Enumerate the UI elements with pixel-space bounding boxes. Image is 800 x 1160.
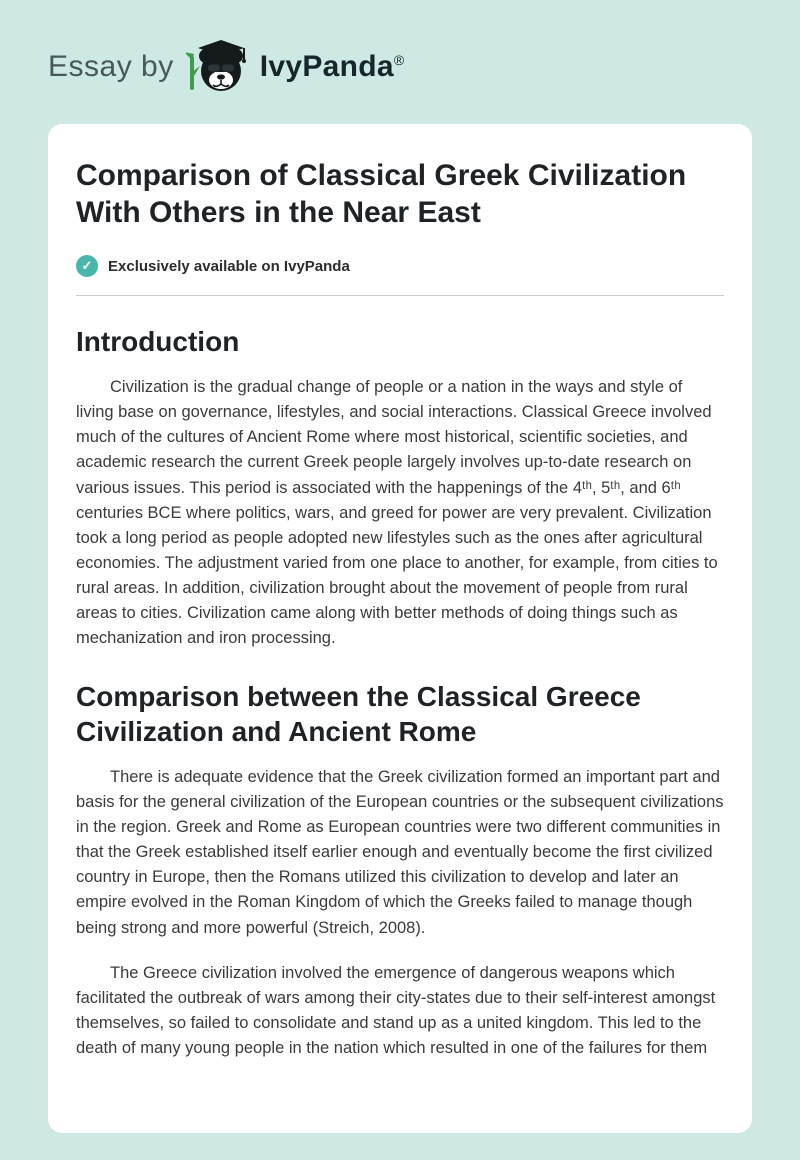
divider [76, 295, 724, 296]
section-heading-introduction: Introduction [76, 326, 240, 358]
paragraph: Civilization is the gradual change of people or a nation in the ways and style of living base on governance, lifestyles, and social interactions. Classical Greece involved much of the cultures of Ancient Rome where most historical, scientific societies, and academic research the current Greek people largely involves up-to-date research on various issues. This period is associated with the happenings of the 4ᵗʰ, 5ᵗʰ, and 6ᵗʰ centuries BCE where politics, wars, and greed for power are very prevalent. Civilization took a long period as people adopted new lifestyles such as the ones after agricultural economies. The adjustment varied from one place to another, for example, from cities to rural areas. In addition, civilization brought about the movement of people from rural areas to cities. Civilization came along with better methods of doing things such as mechanization and iron processing. [76, 378, 718, 647]
paragraph: The Greece civilization involved the emergence of dangerous weapons which facilitated the outbreak of wars among their city-states due to their self-interest amongst themselves, so failed to consolidate and stand up as a united kingdom. This led to the death of many young people in the nation which resulted in one of the failures for them [76, 963, 716, 1057]
panda-graduate-icon [186, 38, 248, 96]
availability-label: Exclusively available on IvyPanda [108, 257, 350, 275]
brand-name [260, 50, 405, 84]
essay-title: Comparison of Classical Greek Civilization With Others in the Near East [76, 159, 687, 229]
essay-card [48, 124, 752, 1133]
paragraph: There is adequate evidence that the Greek civilization formed an important part and basis for the general civilization of the European countries or the subsequent civilizations in the region. Greek and Rome as European countries were two different communities in that the Greek established itself earlier enough and eventually become the first civilized country in Europe, then the Romans utilized this civilization to develop and later an empire evolved in the Roman Kingdom of which the Greeks failed to manage though being strong and more powerful (Streich, 2008). [76, 768, 724, 937]
availability-row [76, 255, 724, 277]
registered-mark: ® [393, 52, 405, 68]
essay-by-label: Essay by [48, 50, 174, 83]
brand-text: IvyPanda [259, 50, 394, 83]
section-heading-comparison: Comparison between the Classical Greece Civilization and Ancient Rome [76, 681, 641, 748]
header [0, 0, 800, 124]
check-icon: ✓ [76, 255, 98, 277]
